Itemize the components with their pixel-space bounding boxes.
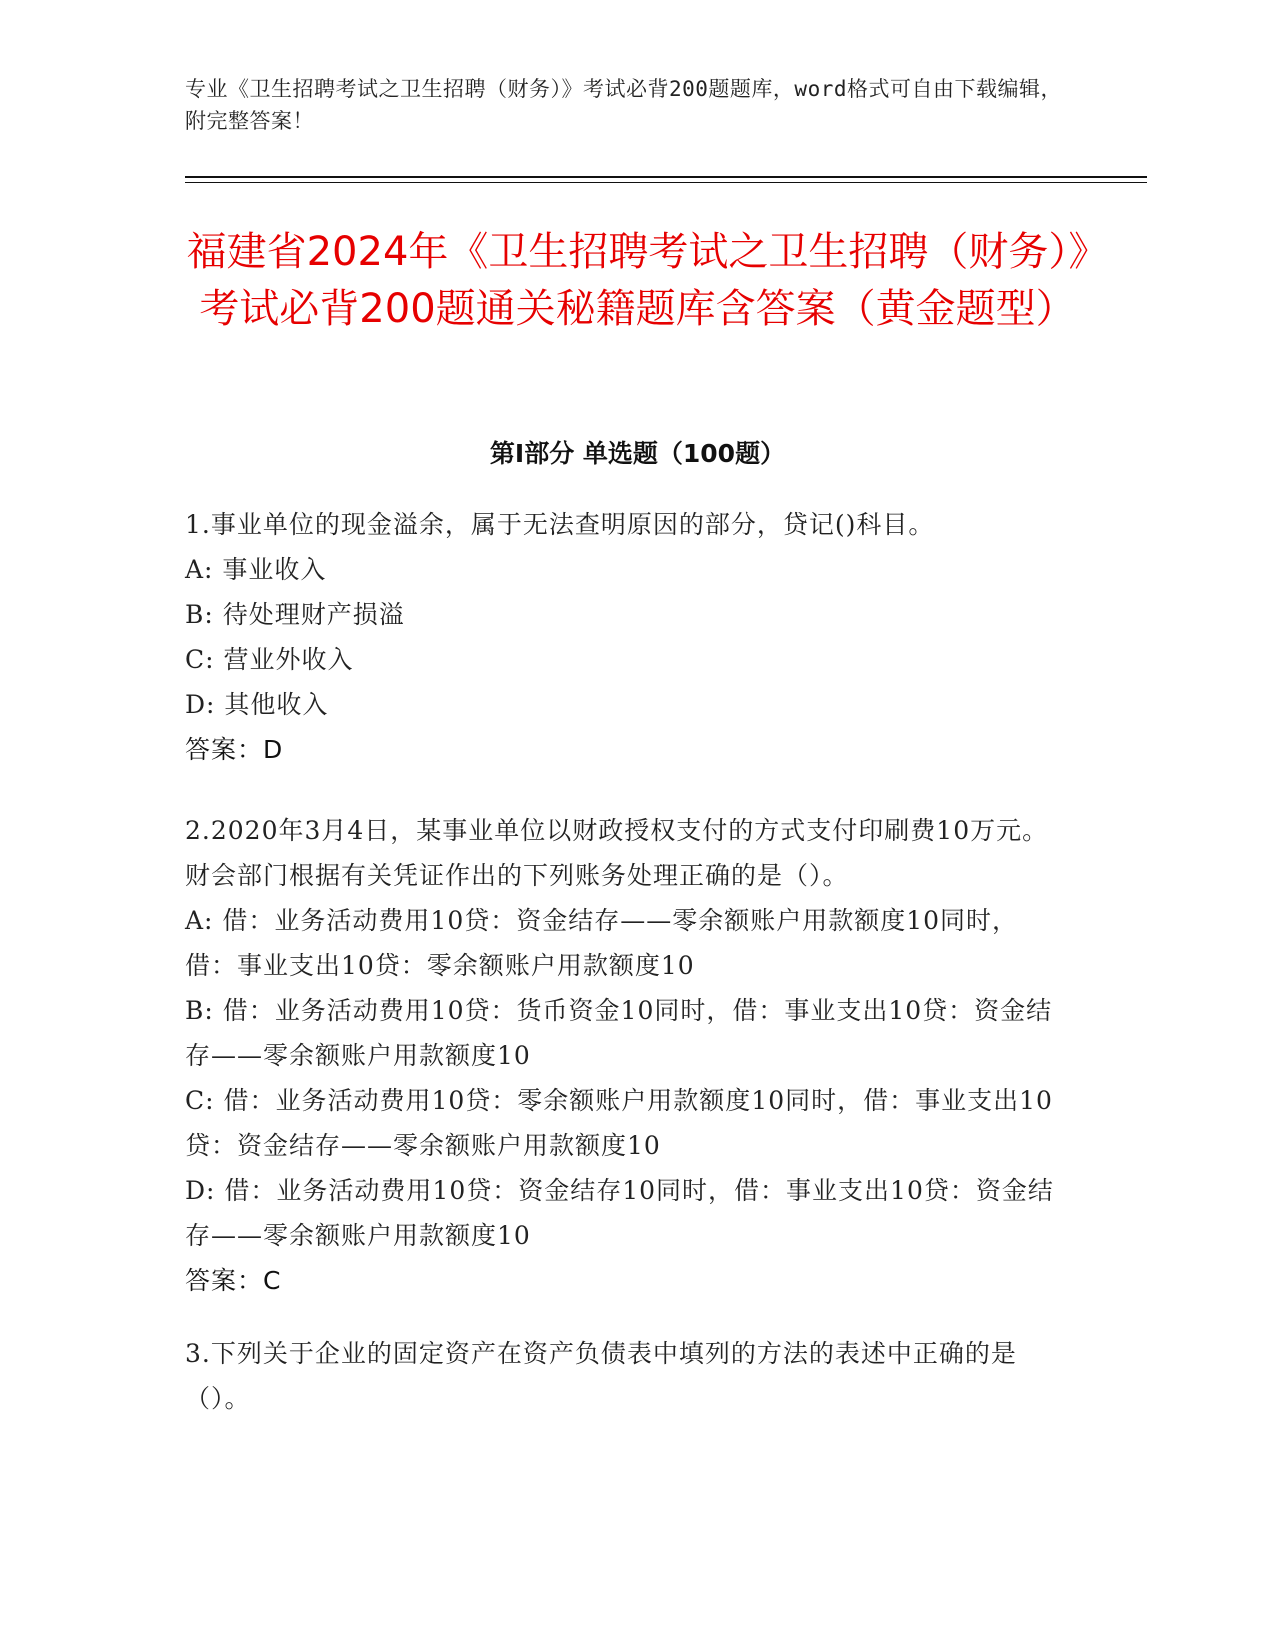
option-d: D: 其他收入 xyxy=(185,690,329,719)
question-2 xyxy=(185,808,1065,1303)
option-d: D: 借：业务活动费用10贷：资金结存10同时，借：事业支出10贷：资金结存——零余额账户用款额度10 xyxy=(185,1176,1054,1250)
answer: 答案：D xyxy=(185,735,284,764)
option-a: A: 事业收入 xyxy=(185,555,327,584)
header-note: 专业《卫生招聘考试之卫生招聘（财务）》考试必背200题题库，word格式可自由下载编辑，附完整答案！ xyxy=(185,77,1062,133)
question-stem: 1.事业单位的现金溢余，属于无法查明原因的部分，贷记()科目。 xyxy=(185,510,935,539)
question-stem: 2.2020年3月4日，某事业单位以财政授权支付的方式支付印刷费10万元。财会部门根据有关凭证作出的下列账务处理正确的是（）。 xyxy=(185,816,1049,890)
question-1 xyxy=(185,502,1065,772)
option-c: C: 营业外收入 xyxy=(185,645,354,674)
document-title: 福建省2024年《卫生招聘考试之卫生招聘（财务）》考试必背200题通关秘籍题库含答案（黄金题型） xyxy=(186,229,1089,332)
answer: 答案：C xyxy=(185,1266,282,1295)
question-stem: 3.下列关于企业的固定资产在资产负债表中填列的方法的表述中正确的是（）。 xyxy=(185,1339,1017,1413)
header-divider-thin xyxy=(185,182,1147,183)
question-3 xyxy=(185,1331,1065,1421)
option-b: B: 借：业务活动费用10贷：货币资金10同时，借：事业支出10贷：资金结存——零余额账户用款额度10 xyxy=(185,996,1053,1070)
option-b: B: 待处理财产损溢 xyxy=(185,600,405,629)
section-title: 第I部分 单选题（100题） xyxy=(489,439,786,468)
header-divider-thick xyxy=(185,176,1147,178)
option-a: A: 借：业务活动费用10贷：资金结存——零余额账户用款额度10同时，借：事业支出10贷：零余额账户用款额度10 xyxy=(185,906,1019,980)
option-c: C: 借：业务活动费用10贷：零余额账户用款额度10同时，借：事业支出10贷：资金结存——零余额账户用款额度10 xyxy=(185,1086,1053,1160)
